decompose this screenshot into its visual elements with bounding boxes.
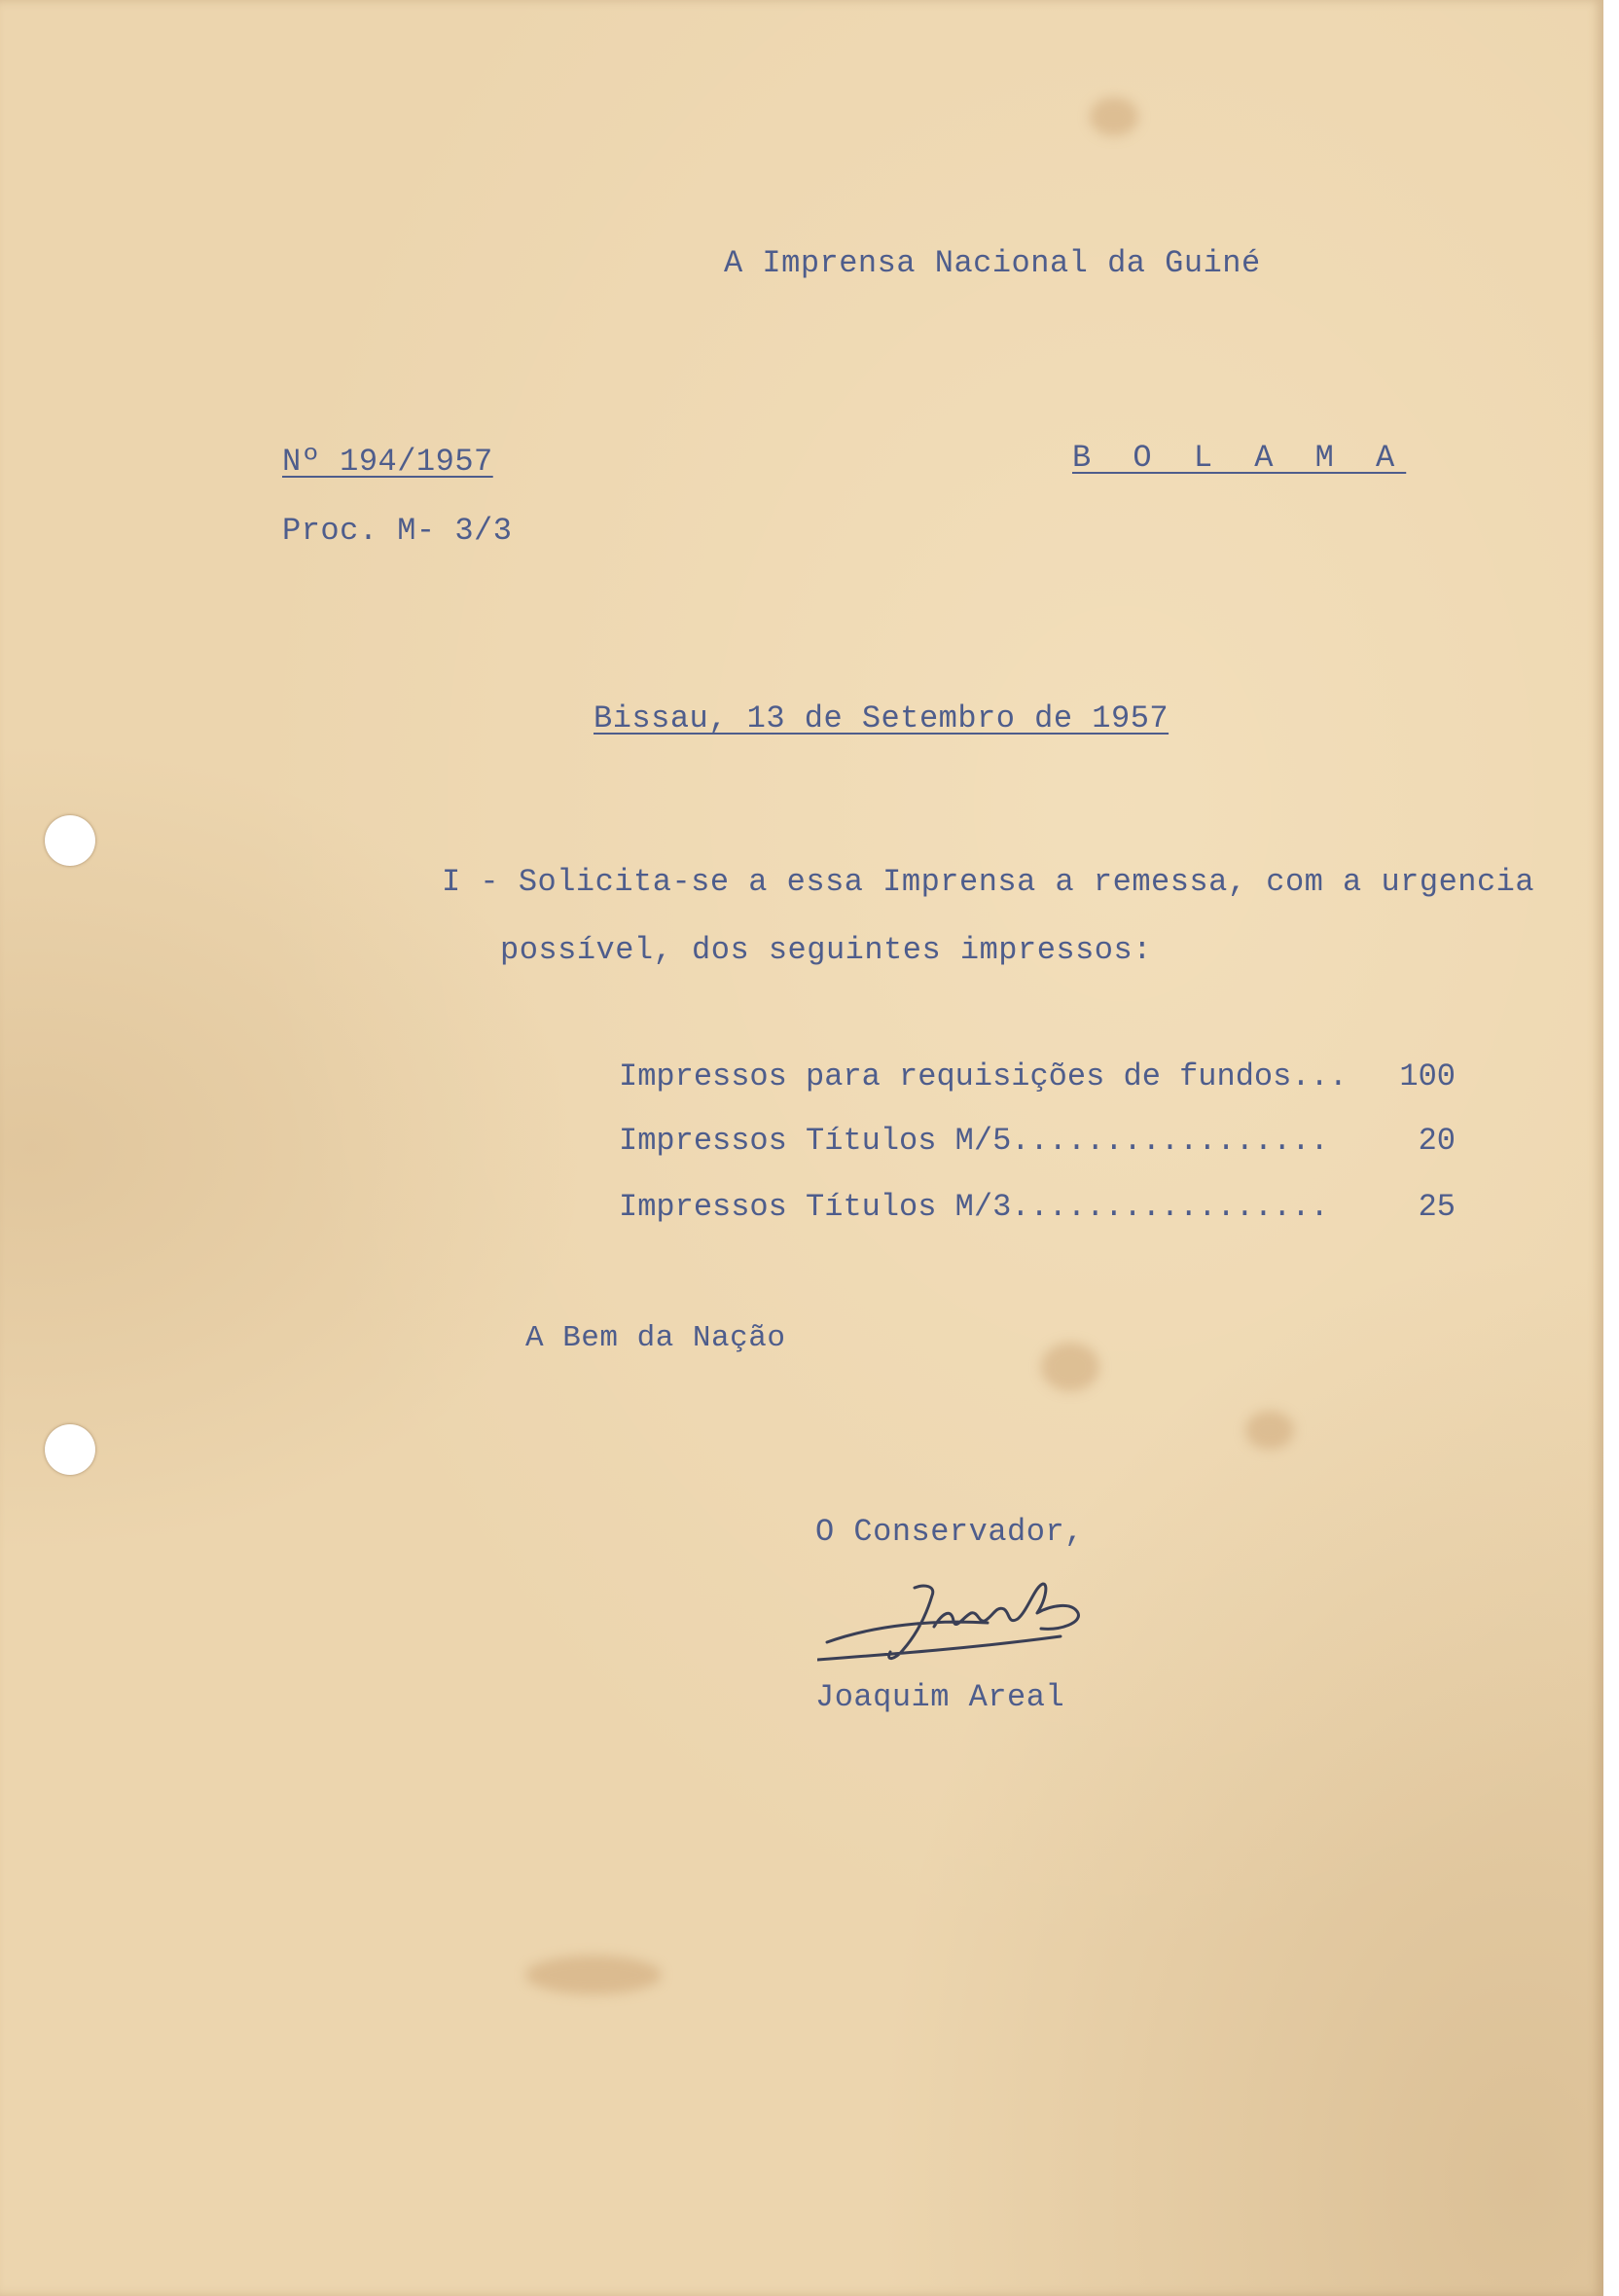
process-number: Proc. M- 3/3 (282, 513, 513, 549)
item-description: Impressos para requisições de fundos... (619, 1058, 1348, 1094)
paper-stain (1041, 1343, 1099, 1391)
paragraph-line-2: possível, dos seguintes impressos: (500, 932, 1152, 968)
recipient-line: A Imprensa Nacional da Guiné (724, 245, 1261, 281)
destination: B O L A M A (1072, 440, 1407, 476)
item-description: Impressos Títulos M/3................. (619, 1189, 1329, 1225)
item-quantity: 100 (1399, 1058, 1456, 1094)
paper-stain (1245, 1411, 1294, 1450)
paragraph-line-1: I - Solicita-se a essa Imprensa a remessa, com a urgencia (442, 864, 1535, 900)
signature-icon (817, 1566, 1099, 1673)
closing-salutation: A Bem da Nação (525, 1321, 786, 1355)
item-quantity: 25 (1418, 1189, 1456, 1225)
item-row (619, 1058, 1456, 1094)
signatory-title: O Conservador, (815, 1514, 1084, 1550)
item-row (619, 1189, 1456, 1225)
place-date: Bissau, 13 de Setembro de 1957 (594, 700, 1169, 736)
punch-hole-top (45, 815, 95, 866)
paper-stain (525, 1955, 662, 1994)
item-row (619, 1123, 1456, 1159)
paper-stain (1090, 97, 1138, 136)
signatory-name: Joaquim Areal (815, 1679, 1065, 1715)
reference-number: Nº 194/1957 (282, 444, 493, 480)
punch-hole-bottom (45, 1424, 95, 1475)
item-description: Impressos Títulos M/5................. (619, 1123, 1329, 1159)
item-quantity: 20 (1418, 1123, 1456, 1159)
